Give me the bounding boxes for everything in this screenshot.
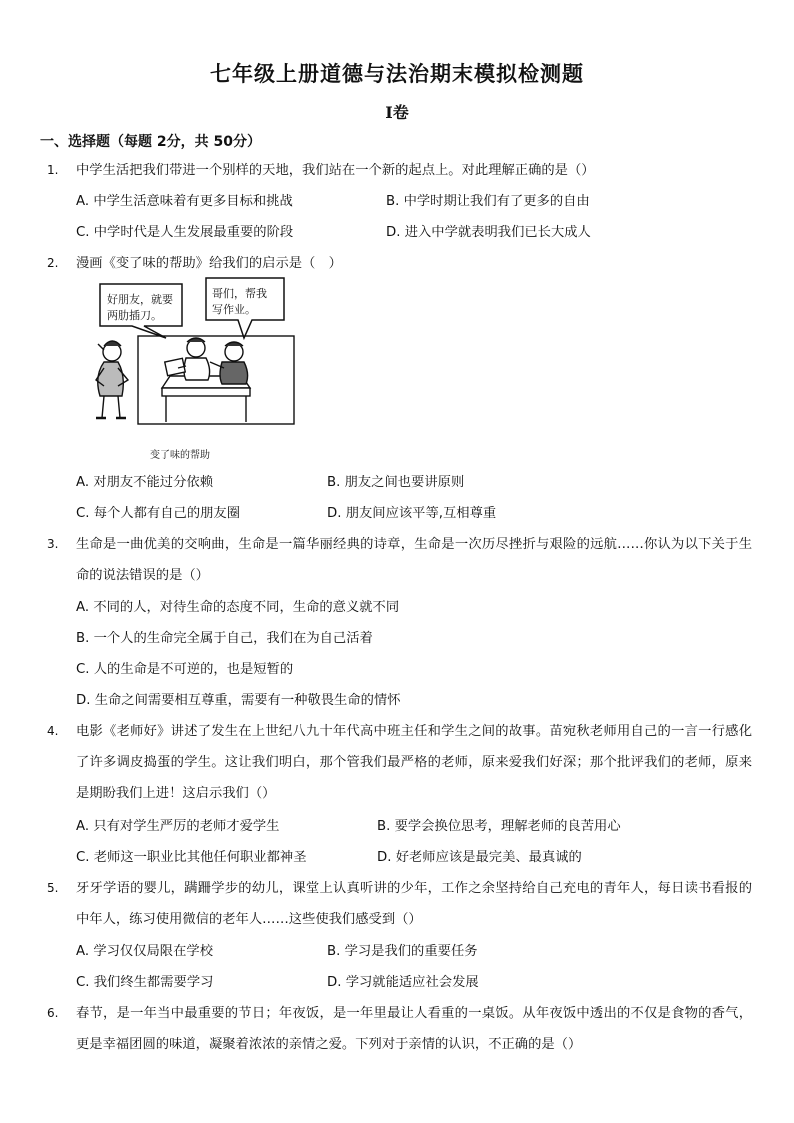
option-d: D. 好老师应该是最完美、最真诚的 xyxy=(377,850,582,865)
page-title: 七年级上册道德与法治期末模拟检测题 xyxy=(210,61,584,86)
option-a: A. 不同的人，对待生命的态度不同，生命的意义就不同 xyxy=(76,600,400,615)
comic-illustration xyxy=(74,276,296,428)
option-a: A. 中学生活意味着有更多目标和挑战 xyxy=(76,194,293,209)
question-number: 2. xyxy=(47,256,59,270)
option-a: A. 对朋友不能过分依赖 xyxy=(76,475,213,490)
option-b: B. 学习是我们的重要任务 xyxy=(327,944,478,959)
girl-figure xyxy=(96,341,128,418)
question-5 xyxy=(47,873,752,935)
option-b: B. 要学会换位思考，理解老师的良苦用心 xyxy=(377,819,621,834)
comic-caption: 变了味的帮助 xyxy=(150,450,210,461)
question-stem: 生命是一曲优美的交响曲，生命是一篇华丽经典的诗章，生命是一次历尽挫折与艰险的远航……你认为以下关于生命的说法错误的是（） xyxy=(76,537,752,583)
question-6 xyxy=(47,998,752,1060)
bubble-right-line-2: 写作业。 xyxy=(212,303,256,316)
question-number: 5. xyxy=(47,881,59,895)
question-number: 4. xyxy=(47,724,59,738)
option-a: A. 学习仅仅局限在学校 xyxy=(76,944,213,959)
option-d: D. 朋友间应该平等,互相尊重 xyxy=(327,506,497,521)
question-number: 3. xyxy=(47,537,59,551)
option-b: B. 一个人的生命完全属于自己，我们在为自己活着 xyxy=(76,631,373,646)
option-c: C. 人的生命是不可逆的，也是短暂的 xyxy=(76,662,294,677)
section-heading: 一、选择题（每题 2分，共 50分） xyxy=(40,134,261,150)
option-b: B. 中学时期让我们有了更多的自由 xyxy=(386,194,590,209)
option-d: D. 进入中学就表明我们已长大成人 xyxy=(386,225,591,240)
question-stem: 中学生活把我们带进一个别样的天地，我们站在一个新的起点上。对此理解正确的是（） xyxy=(76,163,595,178)
option-c: C. 中学时代是人生发展最重要的阶段 xyxy=(76,225,294,240)
bubble-left-line-1: 好朋友，就要 xyxy=(107,293,173,306)
option-a: A. 只有对学生严厉的老师才爱学生 xyxy=(76,819,280,834)
bubble-left-line-2: 两肋插刀。 xyxy=(107,309,162,322)
question-2 xyxy=(47,248,752,279)
option-b: B. 朋友之间也要讲原则 xyxy=(327,475,465,490)
option-d: D. 学习就能适应社会发展 xyxy=(327,975,479,990)
question-stem: 牙牙学语的婴儿，蹒跚学步的幼儿，课堂上认真听讲的少年，工作之余坚持给自己充电的青年人，每日读书看报的中年人，练习使用微信的老年人……这些使我们感受到（） xyxy=(76,881,752,927)
volume-heading: Ⅰ卷 xyxy=(385,103,409,122)
question-3 xyxy=(47,529,752,591)
option-c: C. 我们终生都需要学习 xyxy=(76,975,214,990)
question-stem: 电影《老师好》讲述了发生在上世纪八九十年代高中班主任和学生之间的故事。苗宛秋老师用自己的一言一行感化了许多调皮捣蛋的学生。这让我们明白，那个管我们最严格的老师，原来爱我们好深；那个批评我们的老师，原来是期盼我们上进！这启示我们（） xyxy=(76,724,752,801)
bubble-right-line-1: 哥们，帮我 xyxy=(212,287,267,300)
question-stem: 漫画《变了味的帮助》给我们的启示是（ ） xyxy=(76,256,342,271)
question-number: 6. xyxy=(47,1006,59,1020)
option-c: C. 老师这一职业比其他任何职业都神圣 xyxy=(76,850,307,865)
option-d: D. 生命之间需要相互尊重，需要有一种敬畏生命的情怀 xyxy=(76,693,401,708)
question-1 xyxy=(47,155,752,186)
question-4 xyxy=(47,716,752,809)
question-number: 1. xyxy=(47,163,59,177)
boy-figure-left xyxy=(165,338,210,380)
option-c: C. 每个人都有自己的朋友圈 xyxy=(76,506,241,521)
question-stem: 春节，是一年当中最重要的节日；年夜饭，是一年里最让人看重的一桌饭。从年夜饭中透出的不仅是食物的香气，更是幸福团圆的味道，凝聚着浓浓的亲情之爱。下列对于亲情的认识，不正确的是（） xyxy=(76,1006,752,1052)
